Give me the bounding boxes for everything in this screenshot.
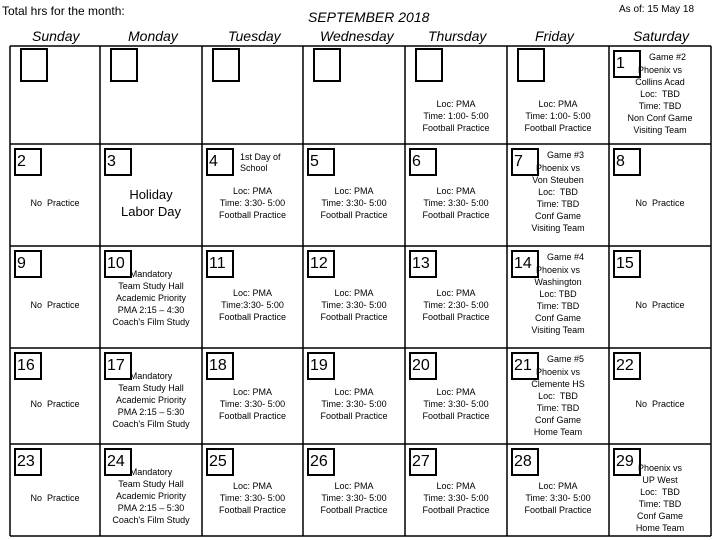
event-details: Loc: PMA Time: 3:30- 5:00 Football Practice: [218, 387, 287, 421]
day-number: 3: [104, 148, 132, 176]
event-details: No Practice: [635, 300, 685, 310]
day-number: 17: [104, 352, 132, 380]
day-cell: [202, 144, 303, 246]
day-cell: [100, 144, 202, 246]
day-number: [20, 48, 48, 82]
day-number: 5: [307, 148, 335, 176]
day-number: 21: [511, 352, 539, 380]
event-details: Phoenix vs UP West Loc: TBD Time: TBD Conf Game Home Team: [635, 463, 685, 533]
total-hours-label: Total hrs for the month:: [2, 4, 125, 18]
day-number: 1: [613, 50, 641, 78]
day-number: 2: [14, 148, 42, 176]
event-details: Loc: PMA Time: 1:00- 5:00 Football Practice: [422, 99, 490, 133]
day-cell: [202, 246, 303, 348]
day-number: 18: [206, 352, 234, 380]
event-details: Loc: PMA Time: 3:30- 5:00 Football Practice: [320, 387, 388, 421]
day-number: 19: [307, 352, 335, 380]
game-label: Game #3: [547, 150, 585, 160]
day-number: 23: [14, 448, 42, 476]
day-cell: [507, 246, 609, 348]
dayname-friday: Friday: [535, 28, 574, 44]
event-details: Loc: PMA Time: 3:30- 5:00 Football Practice: [524, 481, 592, 515]
calendar-title: SEPTEMBER 2018: [308, 9, 430, 25]
dayname-tuesday: Tuesday: [228, 28, 281, 44]
day-number: 15: [613, 250, 641, 278]
day-number: [415, 48, 443, 82]
day-cell: [405, 46, 507, 144]
day-number: 22: [613, 352, 641, 380]
event-details: Phoenix vs Collins Acad Loc: TBD Time: TBD Non Conf Game Visiting Team: [627, 65, 693, 135]
dayname-thursday: Thursday: [428, 28, 487, 44]
game-label: Game #5: [547, 354, 585, 364]
day-number: 25: [206, 448, 234, 476]
day-cell: [405, 444, 507, 536]
event-details: Phoenix vs Von Steuben Loc: TBD Time: TBD Conf Game Visiting Team: [531, 163, 585, 233]
dayname-sunday: Sunday: [32, 28, 80, 44]
day-number: [313, 48, 341, 82]
day-cell: [100, 348, 202, 444]
day-cell: [405, 246, 507, 348]
day-cell: [10, 348, 100, 444]
event-note: 1st Day of School: [240, 152, 281, 173]
event-details: Loc: PMA Time:3:30- 5:00 Football Practice: [218, 288, 287, 322]
day-cell: [10, 144, 100, 246]
event-details: Phoenix vs Washington Loc: TBD Time: TBD Conf Game Visiting Team: [531, 265, 585, 335]
day-cell: [100, 246, 202, 348]
event-details: Loc: PMA Time: 3:30- 5:00 Football Practice: [422, 387, 490, 421]
day-number: 28: [511, 448, 539, 476]
event-details: Loc: PMA Time: 3:30- 5:00 Football Practice: [422, 481, 490, 515]
day-cell: [100, 46, 202, 144]
as-of-date: As of: 15 May 18: [619, 4, 695, 15]
dayname-wednesday: Wednesday: [320, 28, 394, 44]
event-details: Loc: PMA Time: 3:30- 5:00 Football Practice: [320, 288, 388, 322]
day-cell: [303, 444, 405, 536]
day-cell: [507, 444, 609, 536]
day-number: 14: [511, 250, 539, 278]
day-number: 27: [409, 448, 437, 476]
day-number: 9: [14, 250, 42, 278]
day-cell: [507, 46, 609, 144]
day-number: 29: [613, 448, 641, 476]
day-number: 7: [511, 148, 539, 176]
day-cell: [405, 348, 507, 444]
day-number: [517, 48, 545, 82]
day-number: 16: [14, 352, 42, 380]
day-number: 26: [307, 448, 335, 476]
day-cell: [507, 144, 609, 246]
day-number: 13: [409, 250, 437, 278]
day-cell: [609, 246, 711, 348]
day-cell: [303, 246, 405, 348]
event-details: No Practice: [635, 198, 685, 208]
dayname-monday: Monday: [128, 28, 178, 44]
day-cell: [303, 144, 405, 246]
day-cell: [10, 444, 100, 536]
event-details: Loc: PMA Time: 3:30- 5:00 Football Practice: [320, 481, 388, 515]
game-label: Game #4: [547, 252, 585, 262]
day-cell: [609, 348, 711, 444]
event-details: Loc: PMA Time: 3:30- 5:00 Football Practice: [218, 186, 287, 220]
day-cell: [507, 348, 609, 444]
event-details: Mandatory Team Study Hall Academic Priority PMA 2:15 – 5:30 Coach's Film Study: [112, 371, 190, 429]
event-details: Loc: PMA Time: 3:30- 5:00 Football Practice: [320, 186, 388, 220]
day-number: 6: [409, 148, 437, 176]
day-cell: [609, 46, 711, 144]
day-number: [110, 48, 138, 82]
day-cell: [100, 444, 202, 536]
day-number: 24: [104, 448, 132, 476]
day-cell: [303, 46, 405, 144]
day-number: 11: [206, 250, 234, 278]
game-label: Game #2: [649, 52, 687, 62]
day-number: [212, 48, 240, 82]
event-details: Phoenix vs Clemente HS Loc: TBD Time: TBD Conf Game Home Team: [531, 367, 585, 437]
event-details: No Practice: [30, 300, 80, 310]
event-details: Mandatory Team Study Hall Academic Priority PMA 2:15 – 4:30 Coach's Film Study: [112, 269, 190, 327]
event-details: No Practice: [635, 399, 685, 409]
day-cell: [609, 444, 711, 536]
day-cell: [609, 144, 711, 246]
event-details: No Practice: [30, 198, 80, 208]
day-cell: [10, 46, 100, 144]
day-cell: [202, 444, 303, 536]
event-details: Loc: PMA Time: 3:30- 5:00 Football Practice: [422, 186, 490, 220]
day-number: 12: [307, 250, 335, 278]
dayname-saturday: Saturday: [633, 28, 690, 44]
day-cell: [202, 348, 303, 444]
day-cell: [303, 348, 405, 444]
event-details: Mandatory Team Study Hall Academic Priority PMA 2:15 – 5:30 Coach's Film Study: [112, 467, 190, 525]
day-cell: [202, 46, 303, 144]
event-details: Loc: PMA Time: 2:30- 5:00 Football Practice: [422, 288, 490, 322]
day-cell: [10, 246, 100, 348]
event-details: Loc: PMA Time: 3:30- 5:00 Football Practice: [218, 481, 287, 515]
day-number: 8: [613, 148, 641, 176]
day-number: 4: [206, 148, 234, 176]
event-details: No Practice: [30, 493, 80, 503]
day-cell: [405, 144, 507, 246]
day-number: 20: [409, 352, 437, 380]
day-number: 10: [104, 250, 132, 278]
event-details: Loc: PMA Time: 1:00- 5:00 Football Practice: [524, 99, 592, 133]
event-details: No Practice: [30, 399, 80, 409]
holiday-label: Holiday Labor Day: [121, 187, 181, 219]
